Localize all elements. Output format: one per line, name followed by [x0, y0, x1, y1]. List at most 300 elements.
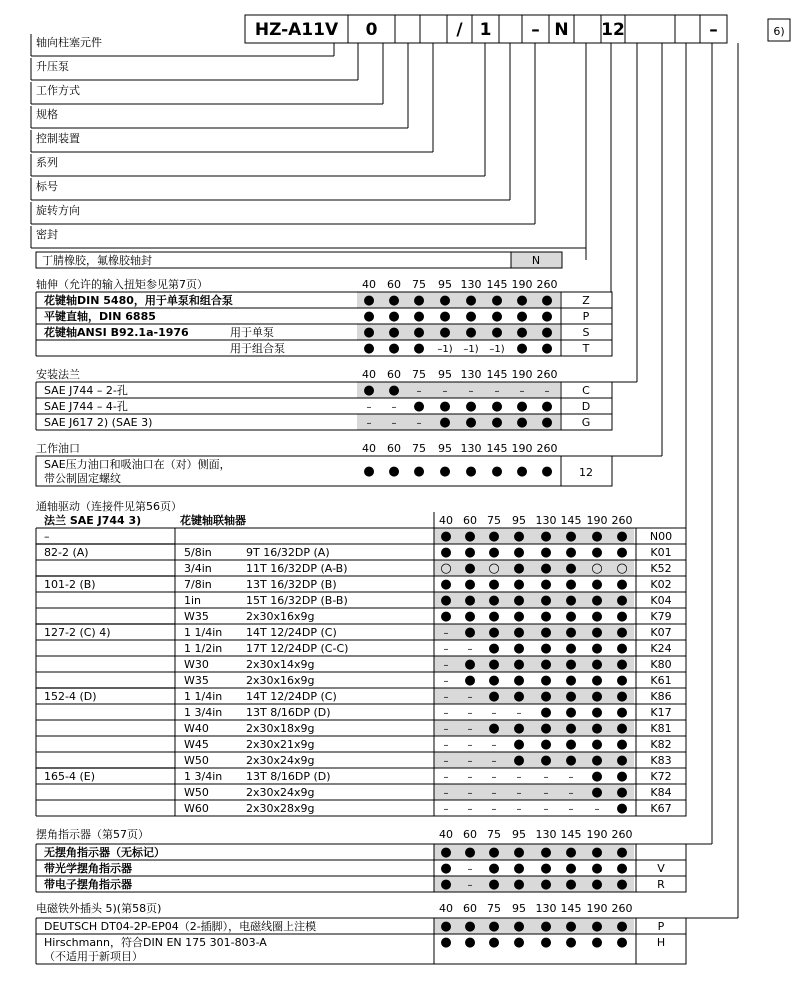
shaft-mark: ●	[541, 325, 553, 340]
port-size-60: 60	[387, 442, 401, 455]
swivel-size-95: 95	[512, 828, 526, 841]
td-mark: ●	[591, 625, 603, 640]
flange-code: D	[581, 400, 591, 413]
shaft-option-label: 花键轴ANSI B92.1a-1976	[44, 326, 189, 339]
shaft-mark: ●	[439, 293, 451, 308]
td-mark: ●	[591, 657, 603, 672]
shaft-code: Z	[582, 294, 590, 307]
td-spline: 13T 16/32DP (B)	[246, 578, 337, 591]
port-mark: ●	[439, 464, 451, 479]
flange-mark: ●	[516, 415, 528, 430]
connector-option-1: DEUTSCH DT04-2P-EP04（2-插脚），电磁线圈上注模	[44, 920, 317, 933]
swivel-size-40: 40	[439, 828, 453, 841]
swivel-row-shade	[434, 876, 634, 892]
td-mark: ●	[616, 545, 628, 560]
td-mark: –	[467, 692, 473, 703]
shaft-mark: ●	[413, 293, 425, 308]
td-mark: ●	[565, 593, 577, 608]
td-code: K67	[650, 802, 672, 815]
td-mark: ●	[540, 625, 552, 640]
td-mark: –	[443, 628, 449, 639]
td-mark: ●	[565, 529, 577, 544]
swivel-code-box	[636, 844, 686, 860]
swivel-mark: ●	[540, 861, 552, 876]
td-mark: ●	[616, 673, 628, 688]
connector-mark: ●	[513, 919, 525, 934]
td-size: 1 1/4in	[184, 626, 223, 639]
shaft-size-145: 145	[486, 278, 508, 291]
swivel-mark: –	[467, 880, 473, 891]
td-mark: –	[491, 788, 497, 799]
port-mark: ●	[465, 464, 477, 479]
td-code: K02	[650, 578, 672, 591]
swivel-mark: ●	[591, 877, 603, 892]
td-mark: ●	[591, 529, 603, 544]
td-mark: ●	[591, 593, 603, 608]
td-mark: ●	[616, 801, 628, 816]
td-mark: –	[491, 756, 497, 767]
code-label-6: 标号	[36, 180, 58, 193]
shaft-title: 轴伸（允许的输入扭矩参见第7页）	[36, 278, 208, 291]
code-box-text-10: 12	[601, 20, 625, 40]
td-mark: ●	[591, 769, 603, 784]
swivel-mark: ●	[591, 861, 603, 876]
shaft-mark: –1)	[437, 344, 453, 355]
shaft-mark: ●	[363, 293, 375, 308]
td-flange: 152-4 (D)	[44, 690, 97, 703]
td-code: K72	[650, 770, 672, 783]
td-row-shade	[434, 752, 634, 768]
connector-size-40: 40	[439, 902, 453, 915]
td-code: K17	[650, 706, 672, 719]
td-flange: –	[44, 530, 50, 543]
shaft-mark: ●	[516, 309, 528, 324]
code-label-7: 旋转方向	[36, 204, 80, 217]
td-code: K79	[650, 610, 672, 623]
td-mark: –	[443, 756, 449, 767]
code-box-2	[395, 15, 420, 43]
td-mark: ●	[488, 641, 500, 656]
shaft-mark: ●	[363, 309, 375, 324]
shaft-size-190: 190	[511, 278, 533, 291]
code-label-5: 系列	[36, 156, 58, 169]
footnote-box-text: 6)	[773, 25, 785, 38]
swivel-mark: ●	[565, 877, 577, 892]
port-size-75: 75	[412, 442, 426, 455]
td-mark: ●	[565, 625, 577, 640]
shaft-mark: ●	[465, 293, 477, 308]
td-mark: ●	[616, 609, 628, 624]
td-mark: ●	[488, 609, 500, 624]
shaft-code: P	[582, 310, 590, 323]
td-mark: –	[467, 708, 473, 719]
td-mark: –	[568, 788, 574, 799]
td-mark: ●	[513, 577, 525, 592]
td-mark: ●	[513, 641, 525, 656]
shaft-mark: ●	[465, 325, 477, 340]
td-mark: ●	[540, 529, 552, 544]
flange-mark: ●	[413, 399, 425, 414]
port-mark: ●	[516, 464, 528, 479]
flange-mark: ●	[439, 399, 451, 414]
td-size: W50	[184, 754, 209, 767]
td-mark: –	[443, 724, 449, 735]
connector-size-95: 95	[512, 902, 526, 915]
swivel-mark: ●	[513, 845, 525, 860]
through-drive-col-spline: 花键轴联轴器	[180, 514, 246, 527]
shaft-mark: ●	[413, 341, 425, 356]
flange-size-130: 130	[460, 368, 482, 381]
shaft-mark: ●	[491, 309, 503, 324]
td-size: 1 3/4in	[184, 770, 223, 783]
td-mark: –	[491, 740, 497, 751]
flange-mark: ●	[465, 415, 477, 430]
td-mark: ●	[616, 721, 628, 736]
td-mark: ●	[540, 561, 552, 576]
swivel-size-60: 60	[463, 828, 477, 841]
flange-mark: ●	[541, 415, 553, 430]
connector-option-2-line-1: Hirschmann，符合DIN EN 175 301-803-A	[44, 936, 267, 949]
td-mark: –	[443, 644, 449, 655]
td-mark: ○	[616, 561, 628, 576]
flange-mark: –	[391, 402, 397, 413]
td-mark: –	[543, 788, 549, 799]
flange-mark: ●	[465, 399, 477, 414]
swivel-size-190: 190	[586, 828, 608, 841]
shaft-mark: ●	[388, 309, 400, 324]
connector-mark: ●	[565, 919, 577, 934]
flange-mark: ●	[491, 415, 503, 430]
td-size-95: 95	[512, 514, 526, 527]
connector-size-130: 130	[535, 902, 557, 915]
td-spline: 2x30x18x9g	[246, 722, 315, 735]
td-spline: 9T 16/32DP (A)	[246, 546, 330, 559]
td-code: K04	[650, 594, 672, 607]
td-mark: ●	[565, 705, 577, 720]
shaft-mark: ●	[491, 325, 503, 340]
td-mark: ●	[540, 641, 552, 656]
flange-size-75: 75	[412, 368, 426, 381]
td-mark: ●	[591, 753, 603, 768]
port-title: 工作油口	[36, 442, 80, 455]
flange-size-95: 95	[438, 368, 452, 381]
seal-text: 丁腈橡胶，氟橡胶轴封	[42, 254, 152, 267]
td-mark: ●	[540, 737, 552, 752]
flange-mark: –	[366, 402, 372, 413]
connector-mark: ●	[513, 935, 525, 950]
flange-option-label: SAE J744 – 4-孔	[44, 400, 128, 413]
port-mark: ●	[388, 464, 400, 479]
td-mark: ●	[565, 609, 577, 624]
td-mark: ●	[540, 753, 552, 768]
port-mark: ●	[413, 464, 425, 479]
swivel-code: V	[657, 862, 665, 875]
shaft-mark: ●	[439, 309, 451, 324]
td-mark: ●	[540, 689, 552, 704]
td-size: 5/8in	[184, 546, 212, 559]
connector-mark: ●	[565, 935, 577, 950]
td-flange: 82-2 (A)	[44, 546, 89, 559]
td-code: K86	[650, 690, 672, 703]
td-mark: –	[467, 756, 473, 767]
connector-size-145: 145	[560, 902, 582, 915]
shaft-option-label: 花键轴DIN 5480，用于单泵和组合泵	[44, 294, 233, 307]
swivel-mark: ●	[591, 845, 603, 860]
td-spline: 11T 16/32DP (A-B)	[246, 562, 348, 575]
td-spline: 2x30x24x9g	[246, 754, 315, 767]
swivel-label: 无摆角指示器（无标记）	[44, 846, 165, 859]
td-mark: ●	[591, 673, 603, 688]
through-drive-col-flange: 法兰 SAE J744 3)	[44, 514, 142, 527]
td-flange: 101-2 (B)	[44, 578, 96, 591]
shaft-mark: ●	[541, 293, 553, 308]
connector-mark: ●	[440, 935, 452, 950]
port-size-260: 260	[536, 442, 558, 455]
td-code: K82	[650, 738, 672, 751]
connector-size-60: 60	[463, 902, 477, 915]
td-mark: ●	[488, 593, 500, 608]
seal-code: N	[531, 254, 541, 267]
shaft-mark: ●	[516, 325, 528, 340]
connector-mark: ●	[591, 935, 603, 950]
code-box-text-4: /	[456, 20, 463, 40]
swivel-code: R	[657, 878, 665, 891]
td-mark: ●	[591, 609, 603, 624]
swivel-label: 带光学摆角指示器	[44, 862, 132, 875]
td-size: 1in	[184, 594, 202, 607]
code-box-9	[574, 15, 601, 43]
td-spline: 13T 8/16DP (D)	[246, 706, 331, 719]
flange-mark: ●	[516, 399, 528, 414]
connector-size-190: 190	[586, 902, 608, 915]
td-size-60: 60	[463, 514, 477, 527]
shaft-mark: ●	[516, 341, 528, 356]
connector-mark: ●	[488, 919, 500, 934]
td-mark: ●	[488, 529, 500, 544]
td-mark: ●	[440, 529, 452, 544]
td-mark: –	[443, 772, 449, 783]
flange-mark: –	[519, 386, 525, 397]
code-label-8: 密封	[36, 228, 58, 241]
code-box-text-5: 1	[479, 20, 492, 40]
swivel-mark: ●	[488, 845, 500, 860]
td-mark: ●	[565, 561, 577, 576]
flange-size-40: 40	[362, 368, 376, 381]
td-mark: ●	[565, 657, 577, 672]
port-line-2: 带公制固定螺纹	[44, 472, 121, 485]
td-mark: ●	[616, 689, 628, 704]
td-code: N00	[649, 530, 673, 543]
td-mark: ●	[464, 593, 476, 608]
code-box-12	[675, 15, 700, 43]
td-mark: ●	[488, 545, 500, 560]
flange-mark: –	[442, 386, 448, 397]
shaft-size-60: 60	[387, 278, 401, 291]
td-mark: –	[443, 804, 449, 815]
td-mark: ●	[513, 753, 525, 768]
connector-size-260: 260	[611, 902, 633, 915]
td-size-40: 40	[439, 514, 453, 527]
code-label-2: 工作方式	[36, 84, 80, 97]
td-spline: 2x30x21x9g	[246, 738, 315, 751]
shaft-size-75: 75	[412, 278, 426, 291]
connector-mark: ●	[616, 919, 628, 934]
td-mark: ●	[540, 593, 552, 608]
td-size: W50	[184, 786, 209, 799]
td-mark: ●	[488, 657, 500, 672]
td-size: 1 3/4in	[184, 706, 223, 719]
swivel-mark: ●	[464, 845, 476, 860]
td-mark: ●	[513, 673, 525, 688]
td-size-190: 190	[586, 514, 608, 527]
swivel-mark: ●	[440, 845, 452, 860]
td-size-130: 130	[535, 514, 557, 527]
flange-option-label: SAE J617 2) (SAE 3)	[44, 416, 153, 429]
td-mark: –	[443, 708, 449, 719]
td-mark: –	[467, 644, 473, 655]
shaft-mark: ●	[541, 341, 553, 356]
shaft-mark: ●	[465, 309, 477, 324]
flange-mark: –	[416, 386, 422, 397]
td-mark: ●	[464, 545, 476, 560]
td-mark: ●	[591, 785, 603, 800]
td-mark: ●	[565, 737, 577, 752]
td-mark: ●	[616, 529, 628, 544]
shaft-code: S	[582, 326, 590, 339]
td-mark: –	[443, 692, 449, 703]
code-label-3: 规格	[36, 108, 58, 121]
td-mark: ○	[591, 561, 603, 576]
connector-mark: ●	[540, 919, 552, 934]
td-mark: ●	[565, 545, 577, 560]
flange-mark: ●	[541, 399, 553, 414]
td-mark: ●	[540, 673, 552, 688]
td-row-shade	[434, 784, 634, 800]
shaft-mark: ●	[363, 341, 375, 356]
td-mark: ●	[440, 609, 452, 624]
port-line-1: SAE压力油口和吸油口在（对）侧面，	[44, 458, 231, 471]
flange-mark: ●	[363, 383, 375, 398]
td-size: W30	[184, 658, 209, 671]
swivel-mark: ●	[488, 861, 500, 876]
td-mark: ●	[540, 577, 552, 592]
td-size: W40	[184, 722, 209, 735]
td-mark: ●	[464, 673, 476, 688]
code-box-6	[499, 15, 522, 43]
swivel-mark: ●	[616, 861, 628, 876]
shaft-size-95: 95	[438, 278, 452, 291]
td-mark: –	[516, 772, 522, 783]
td-mark: –	[467, 804, 473, 815]
td-row-shade	[434, 688, 634, 704]
shaft-option-label: 平键直轴，DIN 6885	[44, 310, 156, 323]
shaft-code: T	[582, 342, 590, 355]
shaft-mark: ●	[516, 293, 528, 308]
code-box-11	[625, 15, 675, 43]
td-mark: –	[516, 708, 522, 719]
swivel-size-260: 260	[611, 828, 633, 841]
port-size-40: 40	[362, 442, 376, 455]
td-mark: ●	[616, 625, 628, 640]
connector-code: P	[657, 920, 665, 933]
td-code: K52	[650, 562, 672, 575]
td-mark: ●	[591, 721, 603, 736]
td-size: W45	[184, 738, 209, 751]
td-mark: ●	[565, 753, 577, 768]
td-spline: 17T 12/24DP (C-C)	[246, 642, 349, 655]
td-spline: 2x30x16x9g	[246, 674, 315, 687]
flange-mark: –	[544, 386, 550, 397]
shaft-size-40: 40	[362, 278, 376, 291]
td-mark: ●	[591, 705, 603, 720]
td-mark: ●	[616, 737, 628, 752]
td-mark: ●	[540, 705, 552, 720]
td-mark: ●	[464, 657, 476, 672]
td-size: W60	[184, 802, 209, 815]
td-spline: 2x30x28x9g	[246, 802, 315, 815]
port-size-145: 145	[486, 442, 508, 455]
td-mark: ●	[565, 689, 577, 704]
swivel-mark: ●	[488, 877, 500, 892]
connector-mark: ●	[464, 919, 476, 934]
port-mark: ●	[363, 464, 375, 479]
td-mark: –	[443, 788, 449, 799]
td-mark: ●	[440, 593, 452, 608]
flange-size-190: 190	[511, 368, 533, 381]
td-mark: –	[443, 676, 449, 687]
td-code: K80	[650, 658, 672, 671]
td-mark: ●	[616, 641, 628, 656]
swivel-mark: ●	[440, 877, 452, 892]
shaft-size-130: 130	[460, 278, 482, 291]
td-flange: 165-4 (E)	[44, 770, 95, 783]
td-mark: ●	[513, 545, 525, 560]
td-mark: ●	[616, 657, 628, 672]
swivel-mark: ●	[540, 845, 552, 860]
flange-title: 安装法兰	[36, 368, 80, 381]
td-size: 1 1/2in	[184, 642, 223, 655]
shaft-mark: ●	[388, 341, 400, 356]
shaft-mark: ●	[541, 309, 553, 324]
td-code: K81	[650, 722, 672, 735]
td-mark: ●	[440, 545, 452, 560]
flange-mark: ●	[388, 383, 400, 398]
td-flange: 127-2 (C) 4)	[44, 626, 111, 639]
td-size-145: 145	[560, 514, 582, 527]
td-mark: ●	[488, 673, 500, 688]
td-size: W35	[184, 674, 209, 687]
connector-code: H	[656, 936, 666, 949]
td-spline: 14T 12/24DP (C)	[246, 690, 337, 703]
code-box-text-0: HZ-A11V	[254, 20, 339, 40]
td-mark: ●	[440, 577, 452, 592]
through-drive-title: 通轴驱动（连接件见第56页）	[36, 500, 182, 513]
port-mark: ●	[491, 464, 503, 479]
shaft-mark: ●	[439, 325, 451, 340]
flange-option-label: SAE J744 – 2-孔	[44, 384, 128, 397]
td-mark: –	[467, 772, 473, 783]
td-code: K61	[650, 674, 672, 687]
flange-mark: –	[468, 386, 474, 397]
td-mark: ●	[464, 529, 476, 544]
connector-mark: ●	[464, 935, 476, 950]
td-mark: –	[491, 708, 497, 719]
flange-mark: –	[366, 418, 372, 429]
td-mark: –	[443, 660, 449, 671]
td-size: 1 1/4in	[184, 690, 223, 703]
td-mark: ●	[591, 641, 603, 656]
connector-mark: ●	[540, 935, 552, 950]
